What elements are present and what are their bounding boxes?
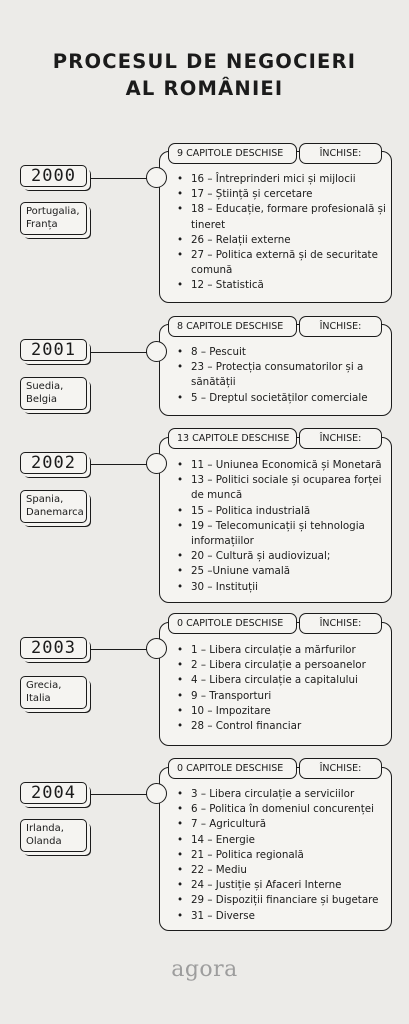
title-line-2: AL ROMÂNIEI [125, 77, 284, 100]
timeline-node-circle [146, 341, 167, 362]
chapter-item: • 4 – Libera circulație a capitalului [176, 673, 390, 688]
chapter-item: • 14 – Energie [176, 833, 390, 848]
country-name: Italia [26, 693, 51, 704]
chapter-item: • 27 – Politica externă și de securitate comună [176, 248, 390, 278]
chapter-list [176, 345, 390, 406]
chapter-item: • 1 – Libera circulație a mărfurilor [176, 643, 390, 658]
country-name: Portugalia, [26, 206, 80, 217]
timeline-node-circle [146, 638, 167, 659]
chapter-item: • 21 – Politica regională [176, 848, 390, 863]
chapter-item: • 26 – Relații externe [176, 233, 390, 248]
chapter-item: • 8 – Pescuit [176, 345, 390, 360]
closed-chapters-tab: ÎNCHISE: [299, 143, 382, 164]
chapter-item: • 5 – Dreptul societăților comerciale [176, 391, 390, 406]
chapter-item: • 9 – Transporturi [176, 689, 390, 704]
chapter-list [176, 458, 390, 595]
chapter-item: • 25 –Uniune vamală [176, 564, 390, 579]
timeline-connector [87, 649, 148, 650]
chapter-item: • 10 – Impozitare [176, 704, 390, 719]
timeline-connector [87, 352, 148, 353]
presidency-countries [20, 377, 87, 410]
chapter-item: • 6 – Politica în domeniul concurenței [176, 802, 390, 817]
closed-chapters-tab: ÎNCHISE: [299, 758, 382, 779]
presidency-countries [20, 676, 87, 709]
country-name: Franța [26, 219, 58, 230]
opened-chapters-tab: 13 CAPITOLE DESCHISE [168, 428, 297, 449]
chapter-list [176, 787, 390, 924]
year-label: 2004 [20, 782, 87, 804]
chapter-item: • 3 – Libera circulație a serviciilor [176, 787, 390, 802]
chapter-list [176, 643, 390, 734]
chapter-item: • 18 – Educație, formare profesională și tineret [176, 202, 390, 232]
closed-chapters-tab: ÎNCHISE: [299, 613, 382, 634]
timeline-node-circle [146, 453, 167, 474]
chapter-item: • 2 – Libera circulație a persoanelor [176, 658, 390, 673]
chapter-item: • 30 – Instituții [176, 580, 390, 595]
chapter-item: • 23 – Protecția consumatorilor și a sănătății [176, 360, 390, 390]
chapter-item: • 16 – Întreprinderi mici și mijlocii [176, 172, 390, 187]
closed-chapters-tab: ÎNCHISE: [299, 428, 382, 449]
title-line-1: PROCESUL DE NEGOCIERI [52, 50, 357, 73]
page-title [0, 48, 409, 102]
chapter-item: • 17 – Știință și cercetare [176, 187, 390, 202]
chapter-item: • 22 – Mediu [176, 863, 390, 878]
chapter-item: • 24 – Justiție și Afaceri Interne [176, 878, 390, 893]
country-name: Belgia [26, 394, 58, 405]
year-label: 2003 [20, 637, 87, 659]
year-label: 2000 [20, 165, 87, 187]
country-name: Danemarca [26, 507, 84, 518]
chapter-item: • 29 – Dispoziții financiare și bugetare [176, 893, 390, 908]
opened-chapters-tab: 0 CAPITOLE DESCHISE [168, 758, 297, 779]
closed-chapters-tab: ÎNCHISE: [299, 316, 382, 337]
country-name: Spania, [26, 494, 64, 505]
chapter-item: • 7 – Agricultură [176, 817, 390, 832]
opened-chapters-tab: 0 CAPITOLE DESCHISE [168, 613, 297, 634]
year-label: 2001 [20, 339, 87, 361]
opened-chapters-tab: 9 CAPITOLE DESCHISE [168, 143, 297, 164]
year-label: 2002 [20, 452, 87, 474]
presidency-countries [20, 819, 87, 852]
country-name: Suedia, [26, 381, 64, 392]
timeline-connector [87, 794, 148, 795]
chapter-item: • 19 – Telecomunicații și tehnologia informațiilor [176, 519, 390, 549]
chapter-item: • 11 – Uniunea Economică și Monetară [176, 458, 390, 473]
agora-logo: agora [171, 957, 238, 982]
timeline-connector [87, 464, 148, 465]
timeline-connector [87, 178, 148, 179]
chapter-item: • 15 – Politica industrială [176, 504, 390, 519]
chapter-item: • 13 – Politici sociale și ocuparea forței de muncă [176, 473, 390, 503]
timeline-node-circle [146, 167, 167, 188]
opened-chapters-tab: 8 CAPITOLE DESCHISE [168, 316, 297, 337]
presidency-countries [20, 490, 87, 523]
country-name: Olanda [26, 836, 62, 847]
chapter-item: • 12 – Statistică [176, 278, 390, 293]
timeline-node-circle [146, 783, 167, 804]
chapter-item: • 28 – Control financiar [176, 719, 390, 734]
country-name: Grecia, [26, 680, 62, 691]
country-name: Irlanda, [26, 823, 64, 834]
chapter-item: • 20 – Cultură și audiovizual; [176, 549, 390, 564]
presidency-countries [20, 202, 87, 235]
chapter-list [176, 172, 390, 294]
chapter-item: • 31 – Diverse [176, 909, 390, 924]
